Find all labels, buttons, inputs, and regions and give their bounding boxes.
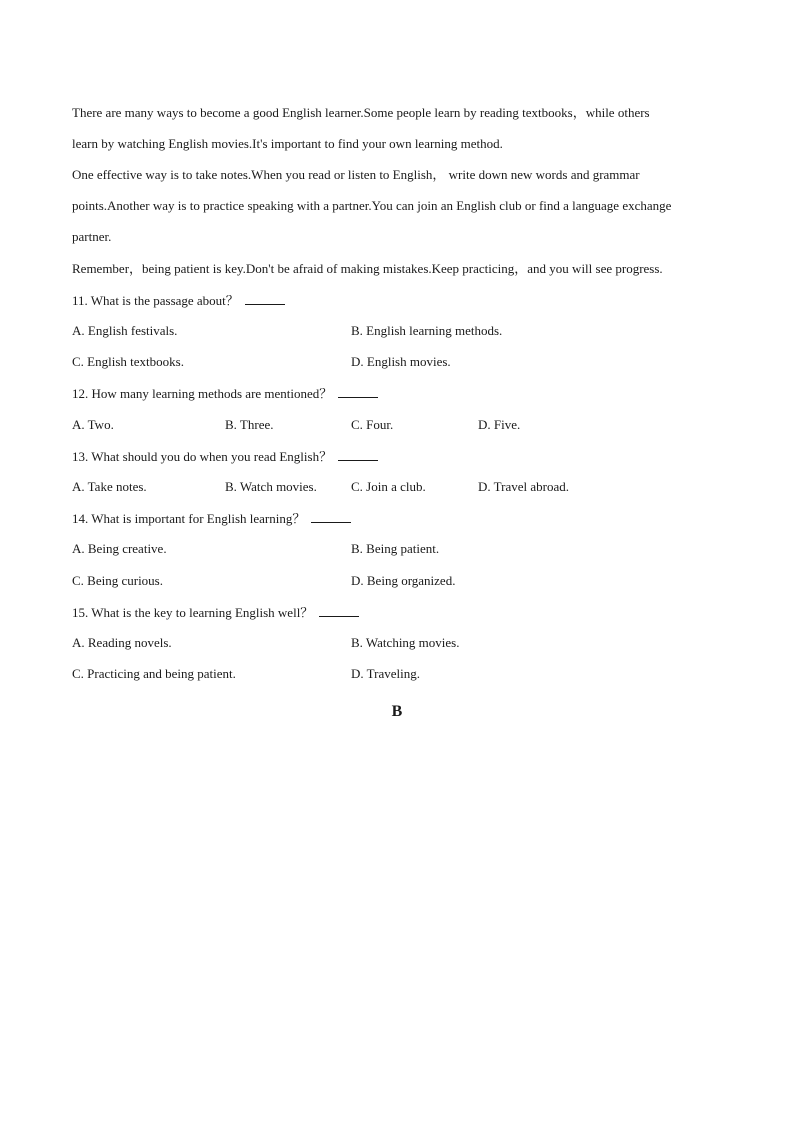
question-13-stem: 13. What should you do when you read English？ <box>72 448 378 465</box>
answer-blank <box>245 292 285 305</box>
q15-option-d: D. Traveling. <box>351 666 420 681</box>
q15-option-b: B. Watching movies. <box>351 635 460 650</box>
q11-option-a: A. English festivals. <box>72 323 178 338</box>
q14-option-c: C. Being curious. <box>72 573 163 588</box>
section-label: B <box>391 703 403 720</box>
question-11-stem: 11. What is the passage about？ <box>72 292 285 309</box>
q13-option-c: C. Join a club. <box>351 479 426 494</box>
q13-option-b: B. Watch movies. <box>225 479 317 494</box>
q12-option-b: B. Three. <box>225 417 274 432</box>
q15-option-c: C. Practicing and being patient. <box>72 666 236 681</box>
answer-blank <box>319 604 359 617</box>
passage-line-6: Remember，being patient is key.Don't be afraid of making mistakes.Keep practicing，and you will see progress. <box>72 261 663 276</box>
passage-line-3: One effective way is to take notes.When you read or listen to English， write down new words and grammar <box>72 167 640 182</box>
q15-option-a: A. Reading novels. <box>72 635 172 650</box>
answer-blank <box>338 448 378 461</box>
q12-option-c: C. Four. <box>351 417 394 432</box>
answer-blank <box>311 510 351 523</box>
passage-line-4: points.Another way is to practice speaking with a partner.You can join an English club or find a language exchange <box>72 198 672 213</box>
passage-line-5: partner. <box>72 229 112 244</box>
passage-line-2: learn by watching English movies.It's important to find your own learning method. <box>72 136 503 151</box>
passage-line-1: There are many ways to become a good English learner.Some people learn by reading textbooks，while others <box>72 105 650 120</box>
question-14-stem: 14. What is important for English learning？ <box>72 510 351 527</box>
answer-blank <box>338 385 378 398</box>
q13-option-a: A. Take notes. <box>72 479 147 494</box>
q12-option-d: D. Five. <box>478 417 521 432</box>
q14-option-d: D. Being organized. <box>351 573 456 588</box>
q14-option-a: A. Being creative. <box>72 541 167 556</box>
q11-option-c: C. English textbooks. <box>72 354 184 369</box>
q11-option-b: B. English learning methods. <box>351 323 503 338</box>
q12-option-a: A. Two. <box>72 417 114 432</box>
q13-option-d: D. Travel abroad. <box>478 479 569 494</box>
q14-option-b: B. Being patient. <box>351 541 440 556</box>
question-12-stem: 12. How many learning methods are mentioned？ <box>72 385 378 402</box>
question-15-stem: 15. What is the key to learning English well？ <box>72 604 359 621</box>
q11-option-d: D. English movies. <box>351 354 451 369</box>
